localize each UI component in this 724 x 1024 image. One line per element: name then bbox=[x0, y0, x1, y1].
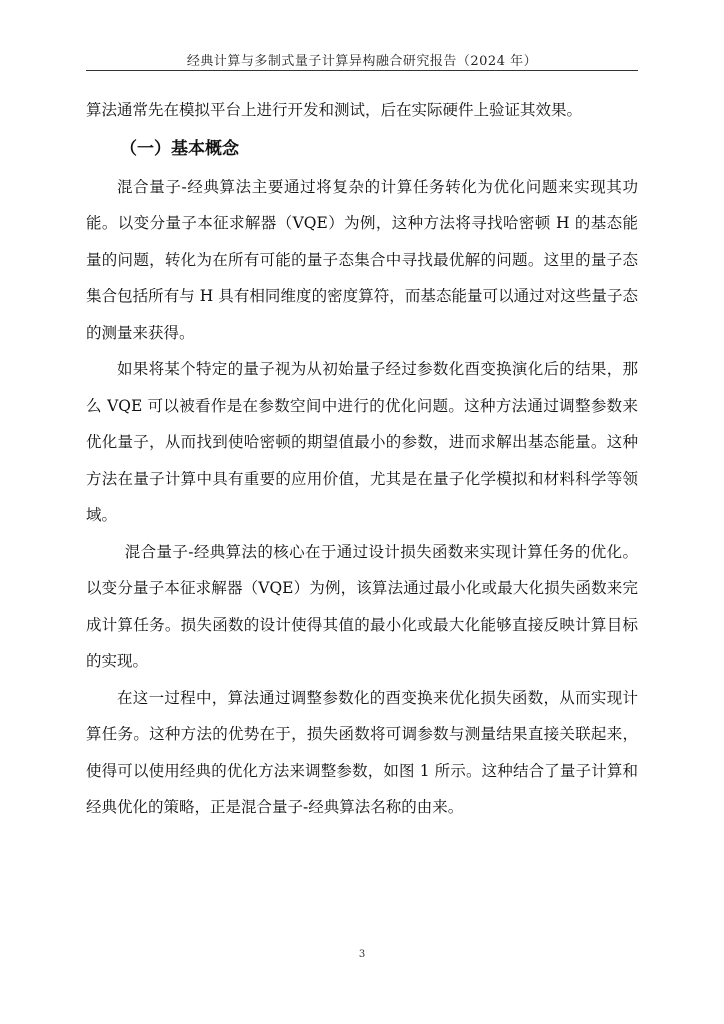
paragraph-1: 混合量子-经典算法主要通过将复杂的计算任务转化为优化问题来实现其功能。以变分量子本征求解器（VQE）为例，这种方法将寻找哈密顿 H 的基态能量的问题，转化为在所有可能的量子态集合中寻找最优解的问题。这里的量子态集合包括所有与 H 具有相同维度的密度算符，而基态能量可以通过对这些量子态的测量来获得。 bbox=[86, 177, 638, 342]
page-number: 3 bbox=[358, 949, 366, 960]
section-heading: （一）基本概念 bbox=[120, 138, 239, 159]
running-header: 经典计算与多制式量子计算异构融合研究报告（2024 年） bbox=[186, 54, 538, 69]
paragraph-2: 如果将某个特定的量子视为从初始量子经过参数化酉变换演化后的结果，那么 VQE 可以被看作是在参数空间中进行的优化问题。这种方法通过调整参数来优化量子，从而找到使哈密顿的期望值最小的参数，进而求解出基态能量。这种方法在量子计算中具有重要的应用价值，尤其是在量子化学模拟和材料科学等领域。 bbox=[86, 360, 638, 524]
paragraph-continuation: 算法通常先在模拟平台上进行开发和测试，后在实际硬件上验证其效果。 bbox=[86, 101, 583, 119]
body-text bbox=[86, 92, 638, 826]
paragraph-3: 混合量子-经典算法的核心在于通过设计损失函数来实现计算任务的优化。以变分量子本征求解器（VQE）为例，该算法通过最小化或最大化损失函数来完成计算任务。损失函数的设计使得其值的最小化或最大化能够直接反映计算目标的实现。 bbox=[86, 542, 638, 670]
paragraph-4: 在这一过程中，算法通过调整参数化的酉变换来优化损失函数，从而实现计算任务。这种方法的优势在于，损失函数将可调参数与测量结果直接关联起来，使得可以使用经典的优化方法来调整参数，如图 1 所示。这种结合了量子计算和经典优化的策略，正是混合量子-经典算法名称的由来。 bbox=[86, 688, 638, 816]
header-rule bbox=[86, 70, 638, 71]
